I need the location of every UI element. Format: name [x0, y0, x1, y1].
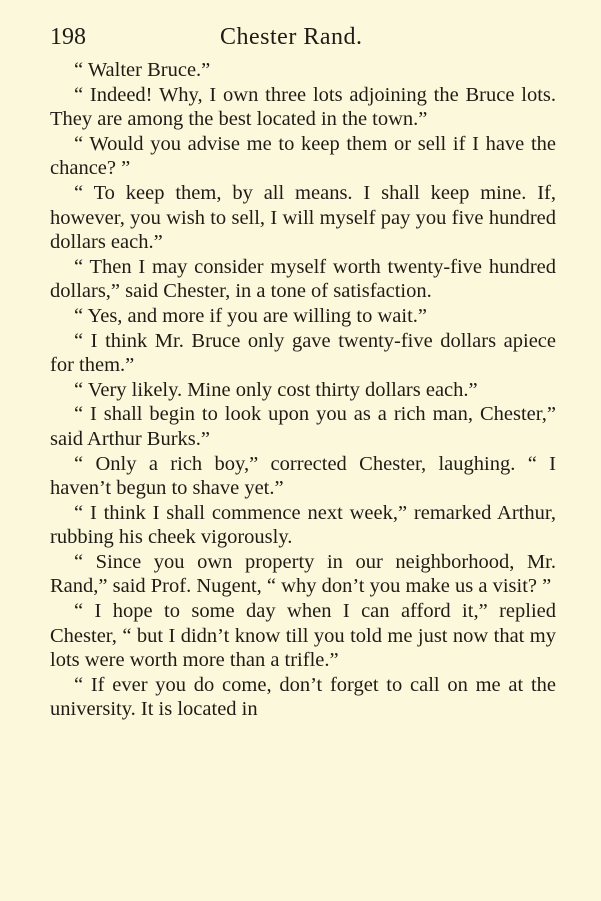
paragraph: “ Walter Bruce.”: [74, 59, 211, 81]
paragraph: “ I shall begin to look upon you as a rich man, Chester,” said Arthur Burks.”: [50, 403, 556, 450]
paragraph: “ I think I shall commence next week,” remarked Arthur, rubbing his cheek vigorously.: [50, 501, 556, 549]
page-number: 198: [50, 24, 86, 50]
paragraph: “ Then I may consider myself worth twenty-five hundred dollars,” said Chester, in a tone of satisfaction.: [50, 255, 556, 303]
body-text: [50, 58, 556, 722]
paragraph: “ Indeed! Why, I own three lots adjoining the Bruce lots. They are among the best located in the town.”: [50, 83, 556, 131]
paragraph: “ Since you own property in our neighborhood, Mr. Rand,” said Prof. Nugent, “ why don’t you make us a visit? ”: [50, 550, 556, 598]
paragraph: “ I hope to some day when I can afford it,” replied Chester, “ but I didn’t know till you told me just now that my lots were worth more than a trifle.”: [50, 600, 556, 672]
paragraph: “ Yes, and more if you are willing to wait.”: [74, 304, 427, 327]
paragraph: “ If ever you do come, don’t forget to call on me at the university. It is located in: [50, 673, 556, 721]
page-header: [50, 20, 555, 54]
running-title: Chester Rand.: [220, 24, 363, 50]
paragraph: “ Would you advise me to keep them or sell if I have the chance? ”: [50, 132, 556, 180]
paragraph: “ To keep them, by all means. I shall keep mine. If, however, you wish to sell, I will myself pay you five hundred dollars each.”: [50, 181, 556, 254]
paragraph: “ I think Mr. Bruce only gave twenty-five dollars apiece for them.”: [50, 329, 556, 377]
paragraph: “ Very likely. Mine only cost thirty dollars each.”: [74, 378, 478, 401]
paragraph: “ Only a rich boy,” corrected Chester, laughing. “ I haven’t begun to shave yet.”: [50, 452, 556, 500]
